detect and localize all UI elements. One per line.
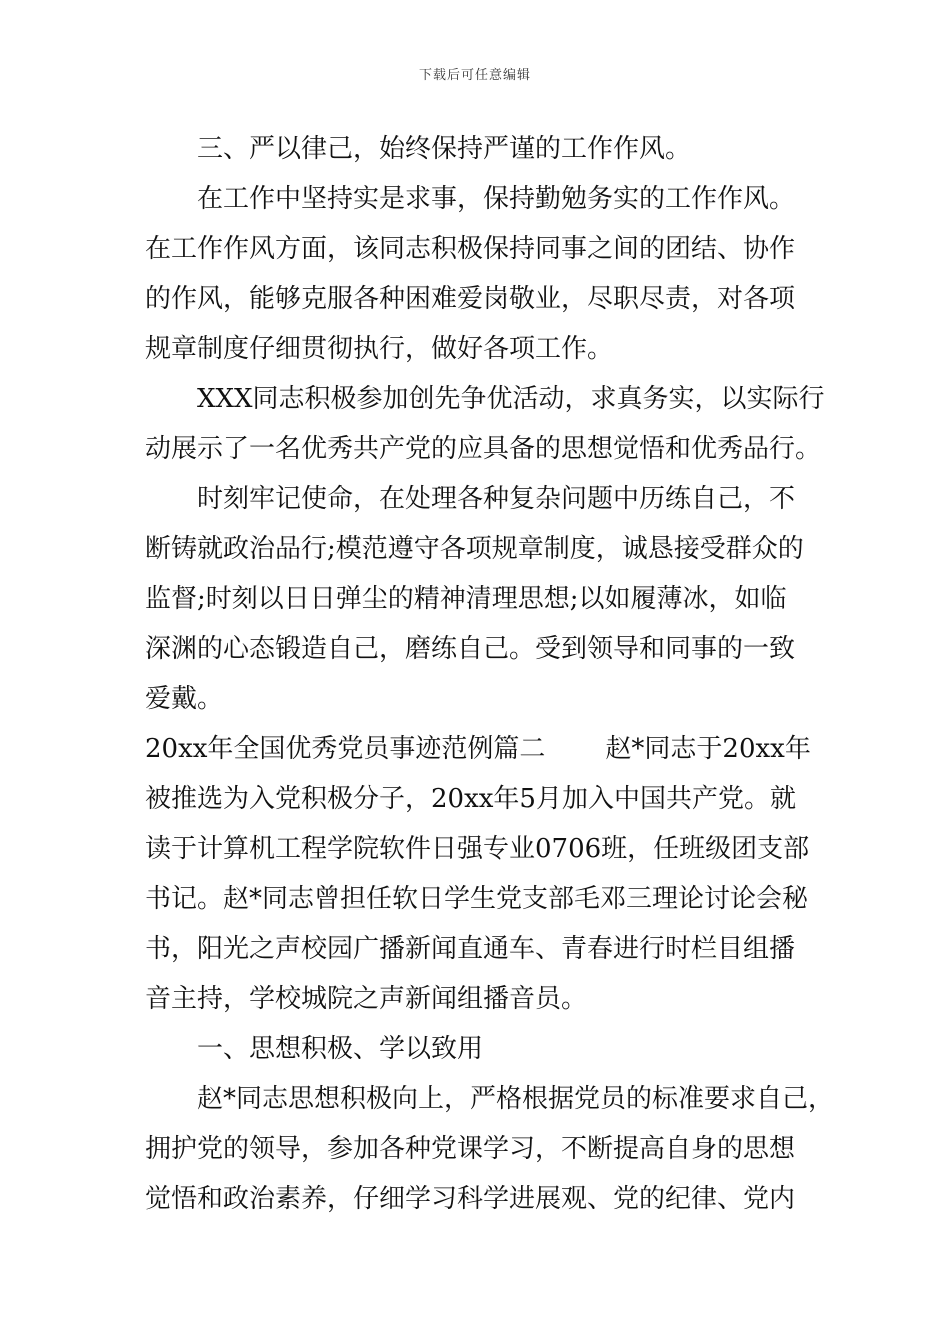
paragraph-line: 被推选为入党积极分子，20xx年5月加入中国共产党。就 xyxy=(145,784,796,814)
paragraph-line: 爱戴。 xyxy=(145,684,224,714)
paragraph-line: 书记。赵*同志曾担任软日学生党支部毛邓三理论讨论会秘 xyxy=(145,884,809,914)
paragraph-line: 赵*同志思想积极向上，严格根据党员的标准要求自己， xyxy=(197,1084,835,1114)
paragraph-line: 在工作中坚持实是求事，保持勤勉务实的工作作风。 xyxy=(197,184,796,214)
section-title-line xyxy=(145,724,810,774)
paragraph-line: 拥护党的领导，参加各种党课学习，不断提高自身的思想 xyxy=(145,1134,796,1164)
section-title: 20xx年全国优秀党员事迹范例篇二 xyxy=(145,734,546,764)
paragraph-line: 断铸就政治品行;模范遵守各项规章制度，诚恳接受群众的 xyxy=(145,534,804,564)
paragraph-line: 深渊的心态锻造自己，磨练自己。受到领导和同事的一致 xyxy=(145,634,796,664)
paragraph-line: 读于计算机工程学院软件日强专业0706班，任班级团支部 xyxy=(145,834,810,864)
paragraph-line: 动展示了一名优秀共产党的应具备的思想觉悟和优秀品行。 xyxy=(145,434,822,464)
paragraph-line: 监督;时刻以日日弹尘的精神清理思想;以如履薄冰，如临 xyxy=(145,584,787,614)
paragraph-line: XXX同志积极参加创先争优活动，求真务实，以实际行 xyxy=(197,384,825,414)
page-header: 下载后可任意编辑 xyxy=(418,68,531,83)
paragraph-line: 时刻牢记使命，在处理各种复杂问题中历练自己，不 xyxy=(197,484,796,514)
paragraph-line: 三、严以律己，始终保持严谨的工作作风。 xyxy=(197,134,692,164)
paragraph-line: 音主持，学校城院之声新闻组播音员。 xyxy=(145,984,588,1014)
paragraph-line: 规章制度仔细贯彻执行，做好各项工作。 xyxy=(145,334,614,364)
paragraph-line: 在工作作风方面，该同志积极保持同事之间的团结、协作 xyxy=(145,234,796,264)
paragraph-line: 一、思想积极、学以致用 xyxy=(197,1034,484,1064)
section-title-continuation: 赵*同志于20xx年 xyxy=(605,734,811,764)
paragraph-line: 的作风，能够克服各种困难爱岗敬业，尽职尽责，对各项 xyxy=(145,284,796,314)
document-body xyxy=(145,124,835,1224)
paragraph-line: 书，阳光之声校园广播新闻直通车、青春进行时栏目组播 xyxy=(145,934,796,964)
paragraph-line: 觉悟和政治素养，仔细学习科学进展观、党的纪律、党内 xyxy=(145,1184,796,1214)
